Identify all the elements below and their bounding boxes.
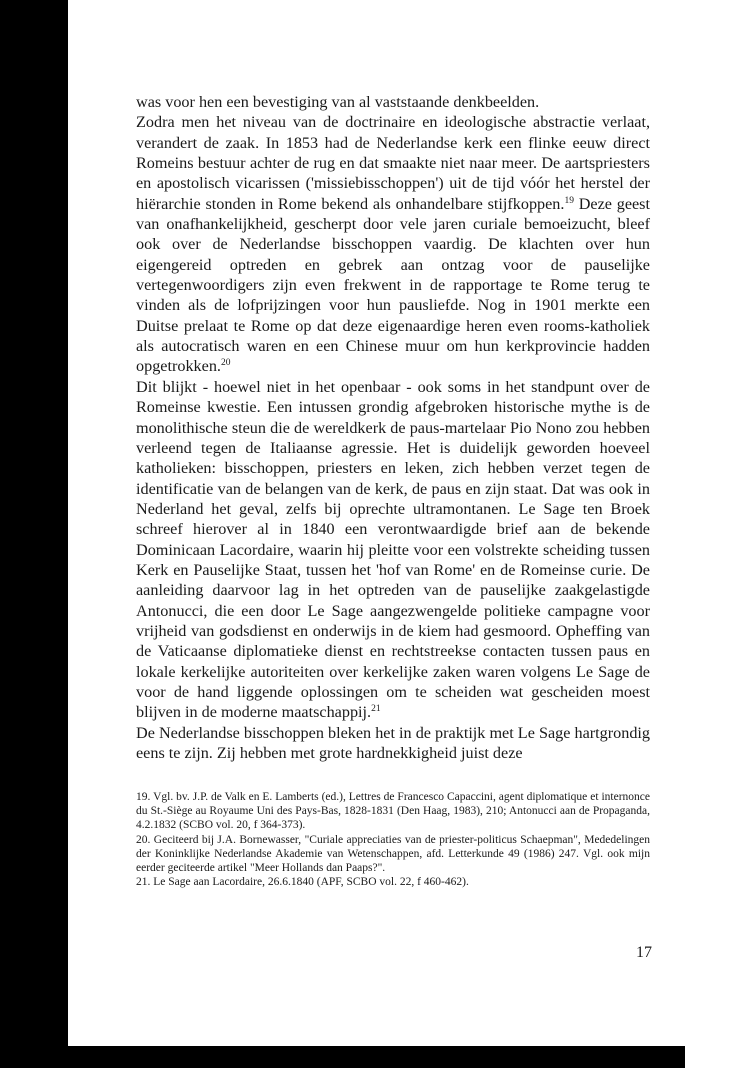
footnote-ref-19[interactable]: 19	[564, 195, 574, 206]
paragraph-3-text: Dit blijkt - hoewel niet in het openbaar - ook soms in het standpunt over de Romeinse kwestie. Een intussen grondig afgebroken historische mythe is de monolithische steun die de wereldkerk de paus-martelaar Pio Nono zou hebben verleend tegen de Italiaanse agressie. Het is duidelijk geworden hoeveel katholieken: bisschoppen, priesters en leken, zich hebben verzet tegen de identificatie van de belangen van de kerk, de paus en zijn staat. Dat was ook in Nederland het geval, zelfs bij oprechte ultramontanen. Le Sage ten Broek schreef hierover al in 1840 een verontwaardigde brief aan de bekende Dominicaan Lacordaire, waarin hij pleitte voor een volstrekte scheiding tussen Kerk en Pauselijke Staat, tussen het 'hof van Rome' en de Romeinse curie. De aanleiding daarvoor lag in het optreden van de pauselijke zaakgelastigde Antonucci, die een door Le Sage aangezwengelde politieke campagne voor vrijheid van godsdienst en onderwijs in de kiem had gesmoord. Opheffing van de Vaticaanse diplomatieke dienst en rechtstreekse contacten tussen paus en lokale kerkelijke autoriteiten over kerkelijke zaken waren volgens Le Sage de voor de hand liggende oplossingen om te scheiden wat gescheiden moest blijven in de moderne maatschappij.	[136, 377, 650, 722]
paragraph-2	[136, 112, 650, 376]
scan-border-bottom	[0, 1046, 685, 1068]
footnotes	[136, 790, 650, 889]
page-number: 17	[636, 944, 652, 961]
body-text	[136, 92, 650, 763]
paragraph-4	[136, 723, 650, 764]
paragraph-4-text: De Nederlandse bisschoppen bleken het in de praktijk met Le Sage hartgrondig eens te zijn. Zij hebben met grote hardnekkigheid juist deze	[136, 723, 650, 762]
footnote-19: 19. Vgl. bv. J.P. de Valk en E. Lamberts (ed.), Lettres de Francesco Capaccini, agent diplomatique et internonce du St.-Siège au Royaume Uni des Pays-Bas, 1828-1831 (Den Haag, 1983), 210; Antonucci aan de Propaganda, 4.2.1832 (SCBO vol. 20, f 364-373).	[136, 791, 650, 832]
footnote-ref-21[interactable]: 21	[371, 704, 381, 715]
footnote-20: 20. Geciteerd bij J.A. Bornewasser, "Curiale appreciaties van de priester-politicus Schaepman", Mededelingen der Koninklijke Nederlandse Akademie van Wetenschappen, afd. Letterkunde 49 (1986) 247. Vgl. ook mijn eerder geciteerde artikel "Meer Hollands dan Paaps?".	[136, 833, 650, 875]
paragraph-1	[136, 92, 650, 112]
footnote-21: 21. Le Sage aan Lacordaire, 26.6.1840 (APF, SCBO vol. 22, f 460-462).	[136, 876, 469, 889]
paragraph-1-text: was voor hen een bevestiging van al vaststaande denkbeelden.	[136, 93, 540, 111]
scan-border-left	[0, 0, 68, 1068]
scan-margin-right	[694, 0, 738, 1068]
paragraph-2-text-b: Deze geest van onafhankelijkheid, gescherpt door vele jaren curiale bemoeizucht, bleef ook over de Nederlandse bisschoppen vaardig. De klachten over hun eigengereid optreden en gebrek aan ontzag voor de pauselijke vertegenwoordigers zijn even frekwent in de rapportage te Rome terug te vinden als de lofprijzingen voor hun pausliefde. Nog in 1901 merkte een Duitse prelaat te Rome op dat deze eigenaardige heren even rooms-katholiek als autocratisch waren en een Chinese muur om hun kerkprovincie hadden opgetrokken.	[136, 194, 650, 376]
footnote-ref-20[interactable]: 20	[220, 358, 231, 369]
paragraph-2-text-a: Zodra men het niveau van de doctrinaire en ideologische abstractie verlaat, verandert de zaak. In 1853 had de Nederlandse kerk een flinke eeuw direct Romeins bestuur achter de rug en dat smaakte niet naar meer. De aartspriesters en apostolisch vicarissen ('missiebisschoppen') uit de tijd vóór het herstel der hiërarchie stonden in Rome bekend als onhandelbare stijfkoppen.	[136, 113, 650, 213]
paragraph-3	[136, 377, 650, 723]
